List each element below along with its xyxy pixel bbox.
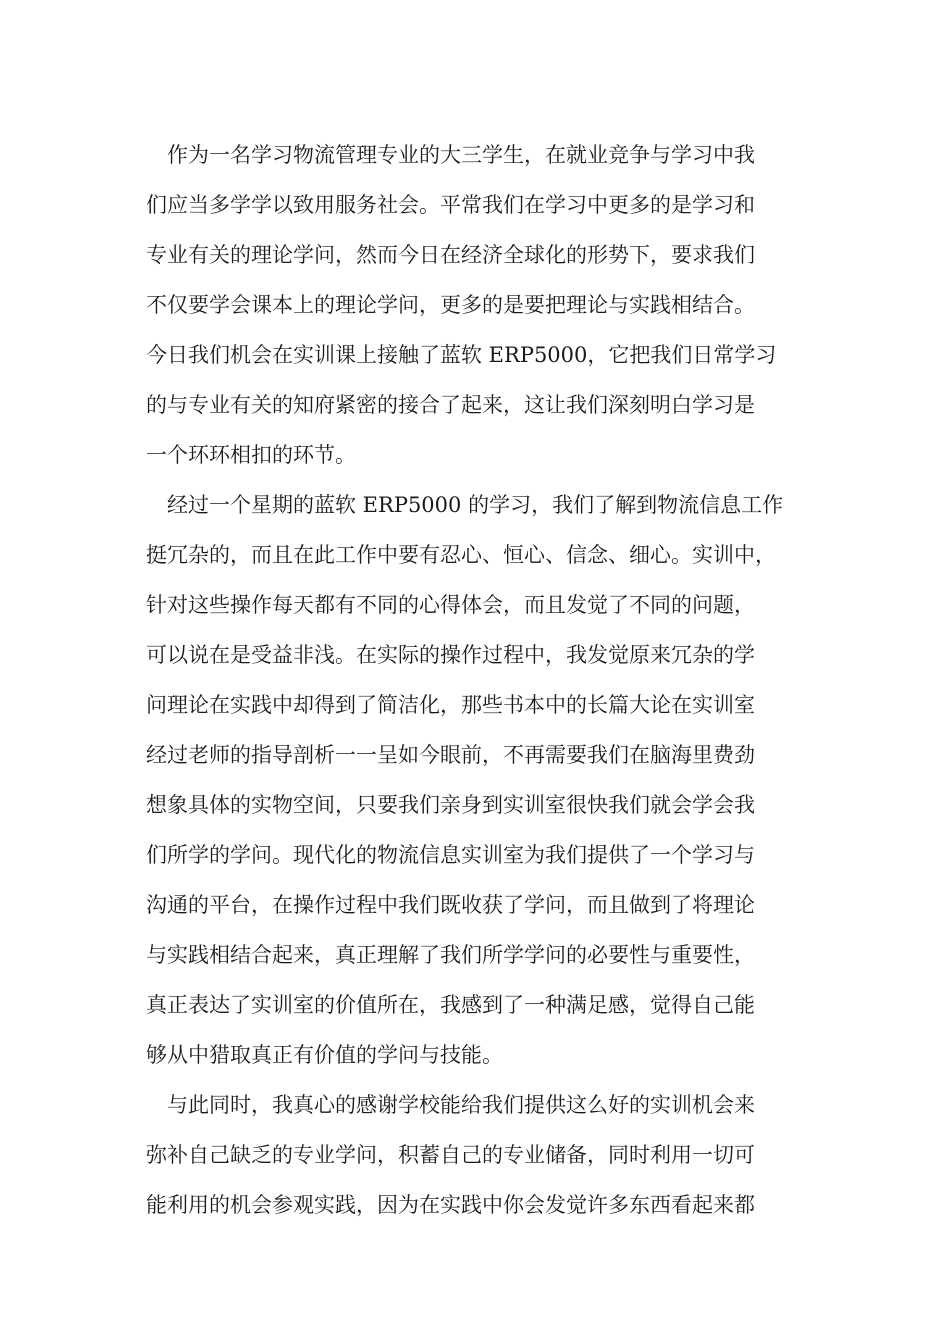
text-line: 针对这些操作每天都有不同的心得体会，而且发觉了不同的问题， bbox=[146, 593, 755, 617]
text-line: 一个环环相扣的环节。 bbox=[146, 443, 356, 467]
text-line: 今日我们机会在实训课上接触了蓝软 ERP5000，它把我们日常学习 bbox=[146, 343, 777, 367]
text-line: 的与专业有关的知府紧密的接合了起来，这让我们深刻明白学习是 bbox=[146, 393, 755, 417]
text-line: 能利用的机会参观实践，因为在实践中你会发觉许多东西看起来都 bbox=[146, 1193, 755, 1217]
text-line: 弥补自己缺乏的专业学问，积蓄自己的专业储备，同时利用一切可 bbox=[146, 1143, 755, 1167]
text-line: 与实践相结合起来，真正理解了我们所学学问的必要性与重要性， bbox=[146, 943, 755, 967]
text-line: 够从中猎取真正有价值的学问与技能。 bbox=[146, 1043, 503, 1067]
text-line: 想象具体的实物空间，只要我们亲身到实训室很快我们就会学会我 bbox=[146, 793, 755, 817]
text-line: 们所学的学问。现代化的物流信息实训室为我们提供了一个学习与 bbox=[146, 843, 755, 867]
text-line: 专业有关的理论学问，然而今日在经济全球化的形势下，要求我们 bbox=[146, 243, 755, 267]
text-line: 不仅要学会课本上的理论学问，更多的是要把理论与实践相结合。 bbox=[146, 293, 755, 317]
text-line: 经过老师的指导剖析一一呈如今眼前，不再需要我们在脑海里费劲 bbox=[146, 743, 755, 767]
text-line: 沟通的平台，在操作过程中我们既收获了学问，而且做到了将理论 bbox=[146, 893, 755, 917]
text-line: 问理论在实践中却得到了简洁化，那些书本中的长篇大论在实训室 bbox=[146, 693, 755, 717]
text-line: 作为一名学习物流管理专业的大三学生，在就业竞争与学习中我 bbox=[167, 143, 755, 167]
text-line: 们应当多学学以致用服务社会。平常我们在学习中更多的是学习和 bbox=[146, 193, 755, 217]
text-line: 经过一个星期的蓝软 ERP5000 的学习，我们了解到物流信息工作 bbox=[167, 493, 784, 517]
text-line: 可以说在是受益非浅。在实际的操作过程中，我发觉原来冗杂的学 bbox=[146, 643, 755, 667]
body-text bbox=[146, 130, 826, 1230]
text-line: 挺冗杂的，而且在此工作中要有忍心、恒心、信念、细心。实训中， bbox=[146, 543, 776, 567]
text-line: 真正表达了实训室的价值所在，我感到了一种满足感，觉得自己能 bbox=[146, 993, 755, 1017]
text-line: 与此同时，我真心的感谢学校能给我们提供这么好的实训机会来 bbox=[167, 1093, 755, 1117]
